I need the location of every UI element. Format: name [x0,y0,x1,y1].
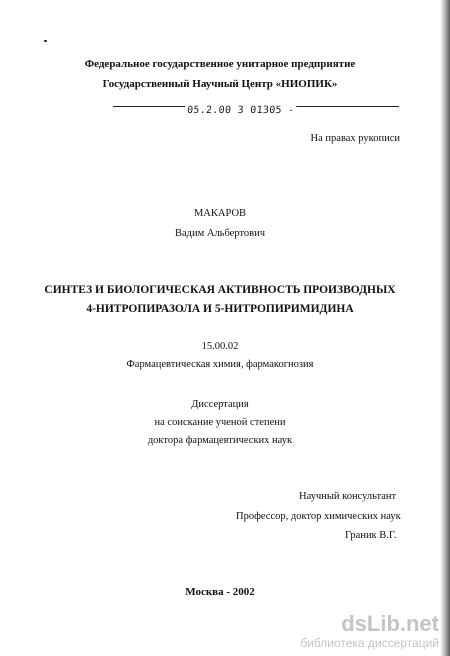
specialty-code: 15.00.02 [201,341,239,352]
dissertation-title-line-1: СИНТЕЗ И БИОЛОГИЧЕСКАЯ АКТИВНОСТЬ ПРОИЗВОДНЫХ [44,284,396,296]
manuscript-rights-note: На правах рукописи [310,133,400,144]
scan-edge-shadow [440,0,450,656]
header-rule [113,103,399,117]
place-and-year: Москва - 2002 [185,586,255,598]
registration-stamp: 05.2.00 3 01305 - [186,105,295,116]
degree-line-3: доктора фармацевтических наук [147,435,293,446]
watermark-tagline: библиотека диссертаций [300,636,439,650]
specialty-name: Фармацевтическая химия, фармакогнозия [126,359,314,370]
organization-line-1: Федеральное государственное унитарное предприятие [84,58,356,70]
advisor-title: Профессор, доктор химических наук [236,511,401,522]
dissertation-title-line-2: 4-НИТРОПИРАЗОЛА И 5-НИТРОПИРИМИДИНА [86,303,354,315]
advisor-name: Граник В.Г. [345,530,397,541]
degree-line-2: на соискание ученой степени [154,417,286,428]
watermark-brand: dsLib.net [341,611,439,636]
site-watermark [300,612,439,650]
degree-line-1: Диссертация [191,399,249,410]
organization-line-2: Государственный Научный Центр «НИОПИК» [102,78,338,90]
author-full-name: Вадим Альбертович [174,228,266,239]
scan-speck [44,40,47,42]
advisor-role: Научный консультант [299,491,397,502]
author-surname: МАКАРОВ [193,208,247,219]
